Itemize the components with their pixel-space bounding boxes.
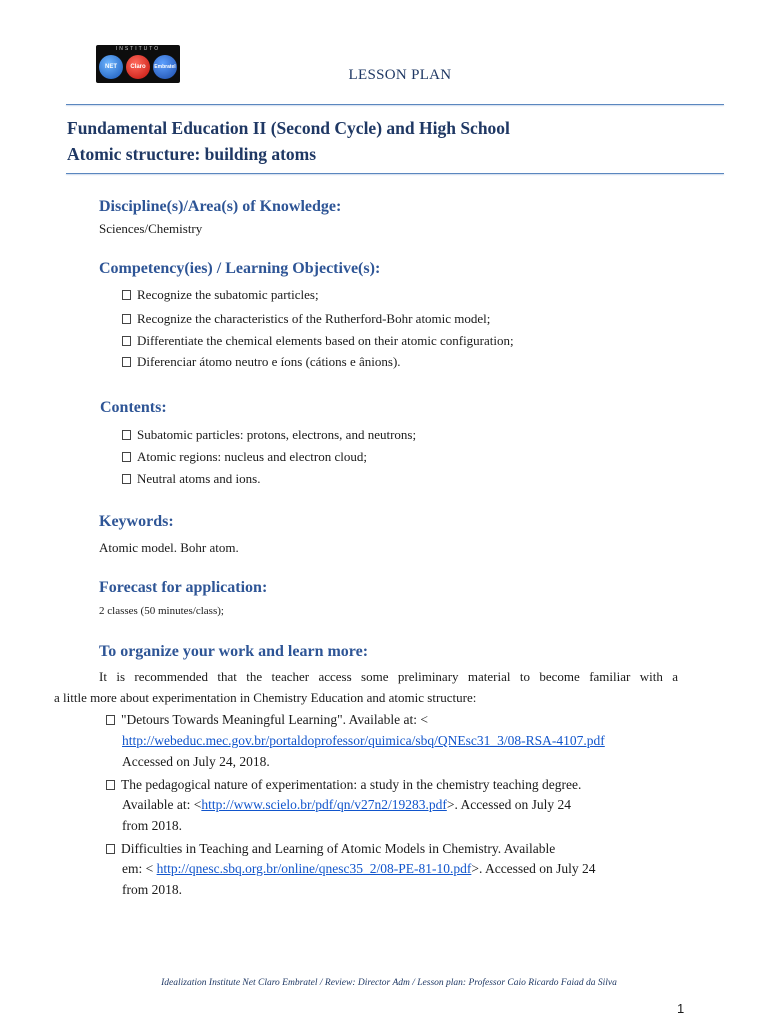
reference-2-accessed: from 2018.: [122, 818, 182, 833]
lesson-plan-label: LESSON PLAN: [348, 67, 452, 83]
bullet-box-icon: [122, 314, 131, 324]
reference-3-line-1: Difficulties in Teaching and Learning of Atomic Models in Chemistry. Available: [106, 841, 555, 857]
bullet-box-icon: [122, 474, 131, 484]
bullet-box-icon: [122, 430, 131, 440]
bullet-box-icon: [122, 336, 131, 346]
bullet-box-icon: [106, 844, 115, 854]
bullet-box-icon: [106, 780, 115, 790]
contents-item: Subatomic particles: protons, electrons, and neutrons;: [122, 427, 416, 443]
reference-3-link[interactable]: http://qnesc.sbq.org.br/online/qnesc35_2/08-PE-81-10.pdf: [156, 861, 472, 876]
reference-2-link[interactable]: http://www.scielo.br/pdf/qn/v27n2/19283.pdf: [201, 797, 447, 812]
reference-3-link-line: em: < http://qnesc.sbq.org.br/online/qnesc35_2/08-PE-81-10.pdf>. Accessed on July 24: [122, 861, 596, 876]
bullet-box-icon: [122, 290, 131, 300]
keywords-heading: Keywords:: [99, 513, 174, 530]
logo-net-circle: NET: [99, 55, 123, 79]
contents-heading: Contents:: [100, 399, 167, 416]
logo-claro-circle: Claro: [126, 55, 150, 79]
page-number: 1: [677, 1001, 685, 1016]
reference-1-accessed: Accessed on July 24, 2018.: [122, 754, 270, 769]
discipline-text: Sciences/Chemistry: [99, 221, 203, 236]
reference-3-accessed: from 2018.: [122, 882, 182, 897]
organize-heading: To organize your work and learn more:: [99, 643, 369, 660]
bullet-box-icon: [122, 452, 131, 462]
reference-1-line-1: "Detours Towards Meaningful Learning". Available at: <: [106, 712, 428, 728]
organize-paragraph-line-2: a little more about experimentation in Chemistry Education and atomic structure:: [54, 690, 477, 705]
title-line-2: Atomic structure: building atoms: [67, 144, 317, 164]
competency-item: Recognize the subatomic particles;: [122, 287, 319, 303]
competency-heading: Competency(ies) / Learning Objective(s):: [99, 260, 381, 277]
logo-embratel-circle: Embratel: [153, 55, 177, 79]
bullet-box-icon: [106, 715, 115, 725]
reference-2-line-1: The pedagogical nature of experimentation: a study in the chemistry teaching degree.: [106, 777, 581, 793]
reference-1-link[interactable]: http://webeduc.mec.gov.br/portaldoprofessor/quimica/sbq/QNEsc31_3/08-RSA-4107.pdf: [122, 733, 605, 748]
bullet-box-icon: [122, 357, 131, 367]
title-rule: [66, 173, 724, 174]
reference-1-link-line: [122, 733, 617, 749]
keywords-text: Atomic model. Bohr atom.: [99, 540, 239, 555]
competency-item: Recognize the characteristics of the Rutherford-Bohr atomic model;: [122, 311, 490, 327]
competency-item: Diferenciar átomo neutro e íons (cátions e ânions).: [122, 354, 401, 370]
header-rule: [66, 104, 724, 105]
contents-item: Atomic regions: nucleus and electron cloud;: [122, 449, 367, 465]
logo-top-text: INSTITUTO: [115, 46, 161, 52]
competency-item: Differentiate the chemical elements based on their atomic configuration;: [122, 333, 514, 349]
footer-credits: Idealization Institute Net Claro Embratel / Review: Director Adm / Lesson plan: Professor Caio Ricardo Faiad da Silva: [161, 978, 617, 988]
forecast-text: 2 classes (50 minutes/class);: [99, 605, 224, 617]
reference-2-link-line: Available at: <http://www.scielo.br/pdf/qn/v27n2/19283.pdf>. Accessed on July 24: [122, 797, 572, 812]
organize-paragraph-line-1: It is recommended that the teacher access some preliminary material to become familiar with a: [99, 669, 678, 684]
discipline-heading: Discipline(s)/Area(s) of Knowledge:: [99, 198, 342, 215]
contents-item: Neutral atoms and ions.: [122, 471, 260, 487]
forecast-heading: Forecast for application:: [99, 579, 268, 596]
title-line-1: Fundamental Education II (Second Cycle) and High School: [67, 118, 510, 138]
